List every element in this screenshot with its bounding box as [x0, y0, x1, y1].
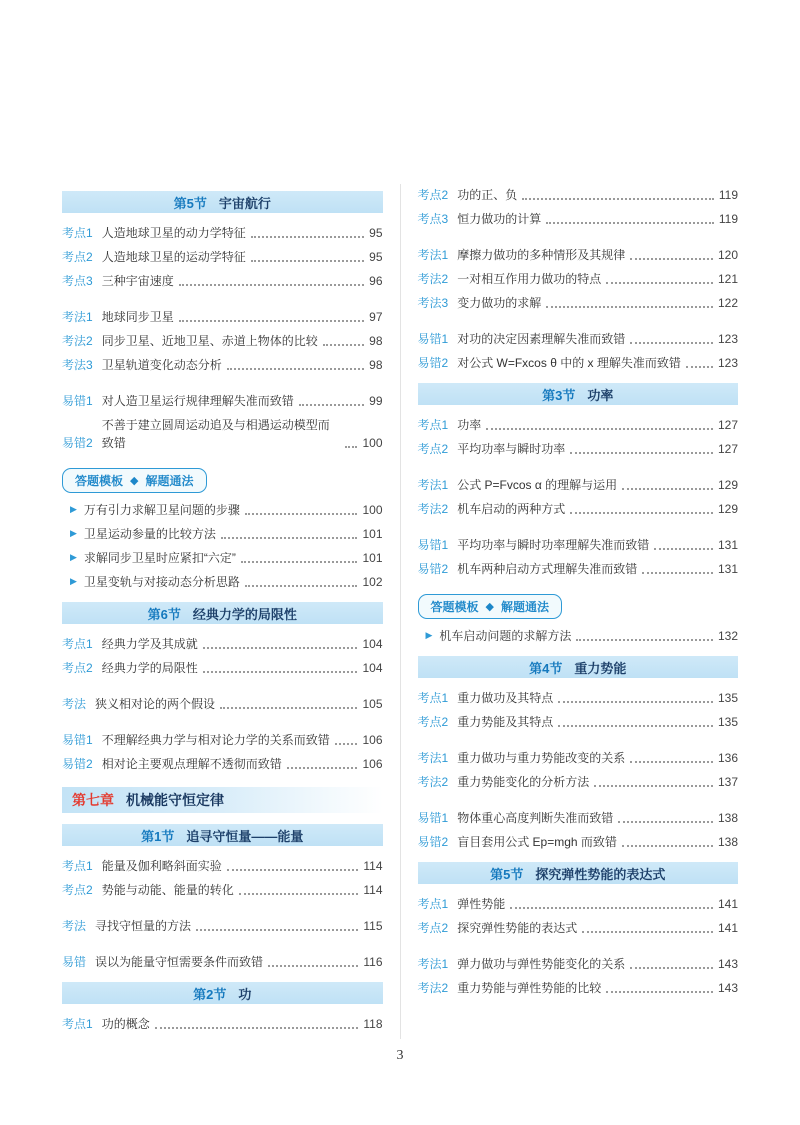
- dotted-leader: [323, 344, 364, 346]
- toc-entry: [418, 773, 739, 791]
- entry-title: 探究弹性势能的表达式: [457, 921, 578, 935]
- entry-label: 易错1: [417, 811, 449, 825]
- dotted-leader: [196, 929, 358, 931]
- section-number: 第5节: [173, 195, 207, 211]
- section-header: [418, 383, 739, 405]
- toc-entry: [418, 919, 739, 937]
- page-ref: 127: [717, 442, 738, 456]
- entry-label: 考法3: [62, 358, 93, 372]
- entry-label: 易错2: [417, 835, 449, 849]
- entry-label: 考法: [62, 919, 87, 933]
- entry-title: 卫星变轨与对接动态分析思路: [83, 575, 240, 589]
- page-ref: 114: [363, 883, 383, 897]
- entry-title: 三种宇宙速度: [101, 274, 174, 288]
- dotted-leader: [546, 306, 713, 308]
- entry-label: 易错2: [62, 436, 93, 450]
- dotted-leader: [245, 585, 358, 587]
- toc-entry: [418, 560, 739, 578]
- entry-title: 摩擦力做功的多种情形及其规律: [457, 248, 626, 262]
- entry-title: 物体重心高度判断失准而致错: [457, 811, 614, 825]
- entry-label: 易错1: [417, 538, 449, 552]
- entry-label: 考点3: [62, 274, 93, 288]
- dotted-leader: [606, 991, 713, 993]
- section-number: 第6节: [147, 606, 181, 622]
- entry-label: 易错: [62, 955, 87, 969]
- page-ref: 138: [717, 835, 738, 849]
- page-ref: 121: [717, 272, 738, 286]
- badge-right-label: 解题通法: [500, 600, 549, 614]
- page-ref: 95: [369, 226, 383, 240]
- page-ref: 114: [363, 859, 383, 873]
- dotted-leader: [576, 639, 713, 641]
- dotted-leader: [220, 707, 357, 709]
- entry-label: 考点3: [417, 212, 449, 226]
- entry-label: 易错2: [62, 757, 93, 771]
- entry-label: 考点1: [62, 1017, 93, 1031]
- entry-title: 重力做功及其特点: [457, 691, 554, 705]
- section-title: 追寻守恒量——能量: [186, 828, 304, 844]
- section-title: 功率: [587, 387, 614, 403]
- entry-label: 考点1: [417, 897, 449, 911]
- toc-entry: [62, 416, 383, 452]
- method-badge: [62, 468, 207, 493]
- entry-label: 易错2: [417, 356, 449, 370]
- entry-label: 易错1: [62, 733, 93, 747]
- toc-entry: [418, 416, 739, 434]
- page-ref: 141: [717, 897, 738, 911]
- dotted-leader: [227, 368, 364, 370]
- page-ref: 100: [362, 436, 383, 450]
- section-title: 经典力学的局限性: [192, 606, 297, 622]
- dotted-leader: [630, 761, 713, 763]
- entry-title: 重力势能及其特点: [457, 715, 554, 729]
- toc-entry: [62, 248, 383, 266]
- section-title: 功: [238, 986, 252, 1002]
- entry-title: 机车两种启动方式理解失准而致错: [457, 562, 638, 576]
- entry-title: 同步卫星、近地卫星、赤道上物体的比较: [101, 334, 318, 348]
- dotted-leader: [630, 258, 713, 260]
- arrow-icon: ▶: [70, 527, 77, 538]
- entry-label: 考法1: [417, 478, 449, 492]
- entry-title: 对功的决定因素理解失准而致错: [457, 332, 626, 346]
- page-ref: 98: [369, 358, 383, 372]
- section-title: 探究弹性势能的表达式: [535, 866, 666, 882]
- entry-label: 考点1: [417, 691, 449, 705]
- dotted-leader: [239, 893, 359, 895]
- dotted-leader: [251, 260, 364, 262]
- entry-label: 考法1: [62, 310, 93, 324]
- toc-entry: [418, 354, 739, 372]
- toc-entry: [62, 953, 383, 971]
- toc-entry: [418, 440, 739, 458]
- entry-label: 考点2: [62, 661, 93, 675]
- dotted-leader: [522, 198, 714, 200]
- toc-entry: [418, 689, 739, 707]
- page-ref: 118: [363, 1017, 383, 1031]
- dotted-leader: [335, 743, 358, 745]
- entry-title: 恒力做功的计算: [457, 212, 542, 226]
- page-ref: 131: [717, 562, 738, 576]
- page-ref: 106: [362, 733, 383, 747]
- dotted-leader: [299, 404, 364, 406]
- toc-column-left: [62, 180, 383, 1039]
- page-ref: 96: [369, 274, 383, 288]
- dotted-leader: [558, 701, 713, 703]
- dotted-leader: [654, 548, 713, 550]
- entry-title: 重力势能变化的分析方法: [457, 775, 590, 789]
- section-number: 第2节: [193, 986, 227, 1002]
- dotted-leader: [155, 1027, 359, 1029]
- method-item: [418, 627, 739, 645]
- dotted-leader: [251, 236, 364, 238]
- toc-entry: [418, 294, 739, 312]
- entry-label: 考点2: [417, 921, 449, 935]
- arrow-icon: ▶: [425, 629, 433, 640]
- entry-label: 考法2: [417, 272, 449, 286]
- toc-entry: [418, 833, 739, 851]
- method-badge-row: [62, 468, 383, 493]
- page-ref: 123: [717, 332, 738, 346]
- entry-label: 考法1: [417, 751, 449, 765]
- page-ref: 137: [717, 775, 738, 789]
- entry-label: 考法2: [62, 334, 93, 348]
- entry-title: 卫星轨道变化动态分析: [101, 358, 222, 372]
- diamond-icon: ◆: [130, 475, 139, 487]
- dotted-leader: [203, 647, 358, 649]
- toc-entry: [418, 713, 739, 731]
- toc-entry: [418, 476, 739, 494]
- dotted-leader: [546, 222, 714, 224]
- section-number: 第4节: [529, 660, 563, 676]
- entry-title: 变力做功的求解: [457, 296, 542, 310]
- dotted-leader: [686, 366, 713, 368]
- page-ref: 105: [362, 697, 383, 711]
- entry-title: 不善于建立圆周运动追及与相遇运动模型而致错: [101, 418, 330, 450]
- entry-title: 功的概念: [101, 1017, 150, 1031]
- method-item: [62, 573, 383, 591]
- column-divider: [400, 184, 401, 1039]
- badge-left-label: 答题模板: [75, 474, 124, 488]
- toc-entry: [418, 749, 739, 767]
- entry-label: 考点1: [62, 859, 93, 873]
- entry-title: 寻找守恒量的方法: [95, 919, 192, 933]
- entry-title: 卫星运动参量的比较方法: [83, 527, 216, 541]
- toc-entry: [418, 246, 739, 264]
- section-title: 宇宙航行: [218, 195, 271, 211]
- page-ref: 120: [717, 248, 738, 262]
- badge-left-label: 答题模板: [430, 600, 479, 614]
- toc-entry: [62, 332, 383, 350]
- chapter-header: [62, 787, 383, 813]
- toc-entry: [62, 659, 383, 677]
- page-ref: 95: [369, 250, 383, 264]
- dotted-leader: [582, 931, 713, 933]
- toc-entry: [418, 330, 739, 348]
- page-ref: 99: [369, 394, 383, 408]
- method-item: [62, 525, 383, 543]
- toc-entry: [418, 500, 739, 518]
- dotted-leader: [203, 671, 358, 673]
- entry-label: 易错1: [417, 332, 449, 346]
- page-ref: 136: [717, 751, 738, 765]
- page-ref: 129: [717, 478, 738, 492]
- method-item: [62, 549, 383, 567]
- entry-title: 相对论主要观点理解不透彻而致错: [101, 757, 282, 771]
- arrow-icon: ▶: [70, 503, 77, 514]
- entry-label: 易错1: [62, 394, 93, 408]
- entry-title: 能量及伽利略斜面实验: [101, 859, 222, 873]
- toc-entry: [62, 917, 383, 935]
- entry-title: 机车启动问题的求解方法: [439, 629, 572, 643]
- entry-title: 误以为能量守恒需要条件而致错: [95, 955, 264, 969]
- entry-title: 平均功率与瞬时功率理解失准而致错: [457, 538, 650, 552]
- toc-entry: [418, 270, 739, 288]
- section-number: 第1节: [141, 828, 175, 844]
- dotted-leader: [570, 452, 713, 454]
- entry-title: 不理解经典力学与相对论力学的关系而致错: [101, 733, 330, 747]
- dotted-leader: [221, 537, 358, 539]
- toc-entry: [62, 356, 383, 374]
- chapter-title: 机械能守恒定律: [126, 792, 224, 808]
- page-ref: 101: [362, 551, 383, 565]
- page-ref: 143: [717, 957, 738, 971]
- entry-title: 重力做功与重力势能改变的关系: [457, 751, 626, 765]
- section-header: [62, 602, 383, 624]
- arrow-icon: ▶: [70, 575, 77, 586]
- entry-title: 经典力学的局限性: [101, 661, 198, 675]
- entry-label: 考法: [62, 697, 87, 711]
- page-ref: 97: [369, 310, 383, 324]
- section-header: [62, 982, 383, 1004]
- page-ref: 123: [717, 356, 738, 370]
- toc-entry: [62, 272, 383, 290]
- chapter-number: 第七章: [72, 792, 114, 808]
- method-item: [62, 501, 383, 519]
- section-header: [62, 191, 383, 213]
- toc-entry: [418, 210, 739, 228]
- dotted-leader: [179, 284, 364, 286]
- page-ref: 143: [717, 981, 738, 995]
- section-header: [62, 824, 383, 846]
- diamond-icon: ◆: [485, 601, 494, 613]
- page-ref: 135: [717, 691, 738, 705]
- page-ref: 127: [717, 418, 738, 432]
- dotted-leader: [606, 282, 713, 284]
- page-ref: 119: [718, 212, 738, 226]
- toc-entry: [62, 635, 383, 653]
- entry-label: 考点2: [417, 442, 449, 456]
- entry-title: 盲目套用公式 Ep=mgh 而致错: [457, 835, 617, 849]
- entry-title: 人造地球卫星的动力学特征: [101, 226, 246, 240]
- toc-entry: [418, 536, 739, 554]
- entry-title: 功率: [457, 418, 482, 432]
- entry-label: 考点2: [62, 250, 93, 264]
- dotted-leader: [570, 512, 713, 514]
- toc-entry: [418, 809, 739, 827]
- entry-label: 考点1: [62, 637, 93, 651]
- entry-title: 弹性势能: [457, 897, 506, 911]
- dotted-leader: [179, 320, 364, 322]
- dotted-leader: [268, 965, 358, 967]
- entry-label: 考点2: [62, 883, 93, 897]
- section-header: [418, 862, 739, 884]
- method-badge-row: [418, 594, 739, 619]
- toc-entry: [62, 1015, 383, 1033]
- dotted-leader: [245, 513, 358, 515]
- entry-title: 平均功率与瞬时功率: [457, 442, 566, 456]
- entry-title: 势能与动能、能量的转化: [101, 883, 234, 897]
- dotted-leader: [630, 342, 713, 344]
- page-ref: 132: [717, 629, 738, 643]
- page-ref: 115: [363, 919, 383, 933]
- toc-entry: [62, 695, 383, 713]
- page-number: 3: [396, 1048, 404, 1063]
- entry-title: 对公式 W=Fxcos θ 中的 x 理解失准而致错: [457, 356, 681, 370]
- entry-label: 考点1: [417, 418, 449, 432]
- toc-entry: [418, 895, 739, 913]
- toc-entry: [62, 308, 383, 326]
- section-title: 重力势能: [574, 660, 627, 676]
- entry-title: 求解同步卫星时应紧扣“六定”: [83, 551, 236, 565]
- dotted-leader: [510, 907, 713, 909]
- page-ref: 106: [362, 757, 383, 771]
- dotted-leader: [642, 572, 713, 574]
- entry-label: 考法1: [417, 248, 449, 262]
- entry-label: 考点1: [62, 226, 93, 240]
- entry-title: 功的正、负: [457, 188, 518, 202]
- method-badge: [418, 594, 563, 619]
- dotted-leader: [345, 446, 357, 448]
- entry-title: 重力势能与弹性势能的比较: [457, 981, 602, 995]
- toc-entry: [62, 881, 383, 899]
- badge-right-label: 解题通法: [145, 474, 194, 488]
- toc-entry: [62, 731, 383, 749]
- page-ref: 98: [369, 334, 383, 348]
- entry-label: 考法1: [417, 957, 449, 971]
- page-ref: 104: [362, 637, 383, 651]
- entry-title: 狭义相对论的两个假设: [95, 697, 216, 711]
- entry-label: 考点2: [417, 188, 449, 202]
- page-ref: 102: [362, 575, 383, 589]
- dotted-leader: [622, 488, 713, 490]
- entry-label: 考法2: [417, 502, 449, 516]
- dotted-leader: [630, 967, 713, 969]
- toc-entry: [418, 186, 739, 204]
- toc-entry: [418, 955, 739, 973]
- section-header: [418, 656, 739, 678]
- dotted-leader: [486, 428, 713, 430]
- section-number: 第5节: [490, 866, 524, 882]
- toc-entry: [62, 857, 383, 875]
- page-ref: 101: [362, 527, 383, 541]
- dotted-leader: [558, 725, 713, 727]
- dotted-leader: [241, 561, 358, 563]
- dotted-leader: [618, 821, 713, 823]
- page-ref: 138: [717, 811, 738, 825]
- toc-entry: [62, 755, 383, 773]
- entry-title: 万有引力求解卫星问题的步骤: [83, 503, 240, 517]
- page-ref: 131: [717, 538, 738, 552]
- entry-title: 地球同步卫星: [101, 310, 174, 324]
- page-ref: 129: [717, 502, 738, 516]
- entry-title: 一对相互作用力做功的特点: [457, 272, 602, 286]
- entry-title: 人造地球卫星的运动学特征: [101, 250, 246, 264]
- entry-label: 考点2: [417, 715, 449, 729]
- page-ref: 104: [362, 661, 383, 675]
- toc-content: [62, 180, 738, 1039]
- dotted-leader: [287, 767, 358, 769]
- page-ref: 141: [717, 921, 738, 935]
- page-ref: 135: [717, 715, 738, 729]
- toc-column-right: [418, 180, 739, 1039]
- entry-title: 对人造卫星运行规律理解失准而致错: [101, 394, 294, 408]
- page-ref: 116: [363, 955, 383, 969]
- toc-entry: [62, 224, 383, 242]
- page-ref: 119: [718, 188, 738, 202]
- entry-title: 经典力学及其成就: [101, 637, 198, 651]
- toc-entry: [62, 392, 383, 410]
- arrow-icon: ▶: [70, 551, 77, 562]
- entry-title: 公式 P=Fvcos α 的理解与运用: [457, 478, 618, 492]
- entry-label: 考法2: [417, 981, 449, 995]
- entry-label: 考法3: [417, 296, 449, 310]
- entry-title: 弹力做功与弹性势能变化的关系: [457, 957, 626, 971]
- dotted-leader: [227, 869, 359, 871]
- entry-title: 机车启动的两种方式: [457, 502, 566, 516]
- page-ref: 100: [362, 503, 383, 517]
- dotted-leader: [622, 845, 713, 847]
- entry-label: 考法2: [417, 775, 449, 789]
- dotted-leader: [594, 785, 713, 787]
- toc-entry: [418, 979, 739, 997]
- section-number: 第3节: [542, 387, 576, 403]
- entry-label: 易错2: [417, 562, 449, 576]
- page-ref: 122: [717, 296, 738, 310]
